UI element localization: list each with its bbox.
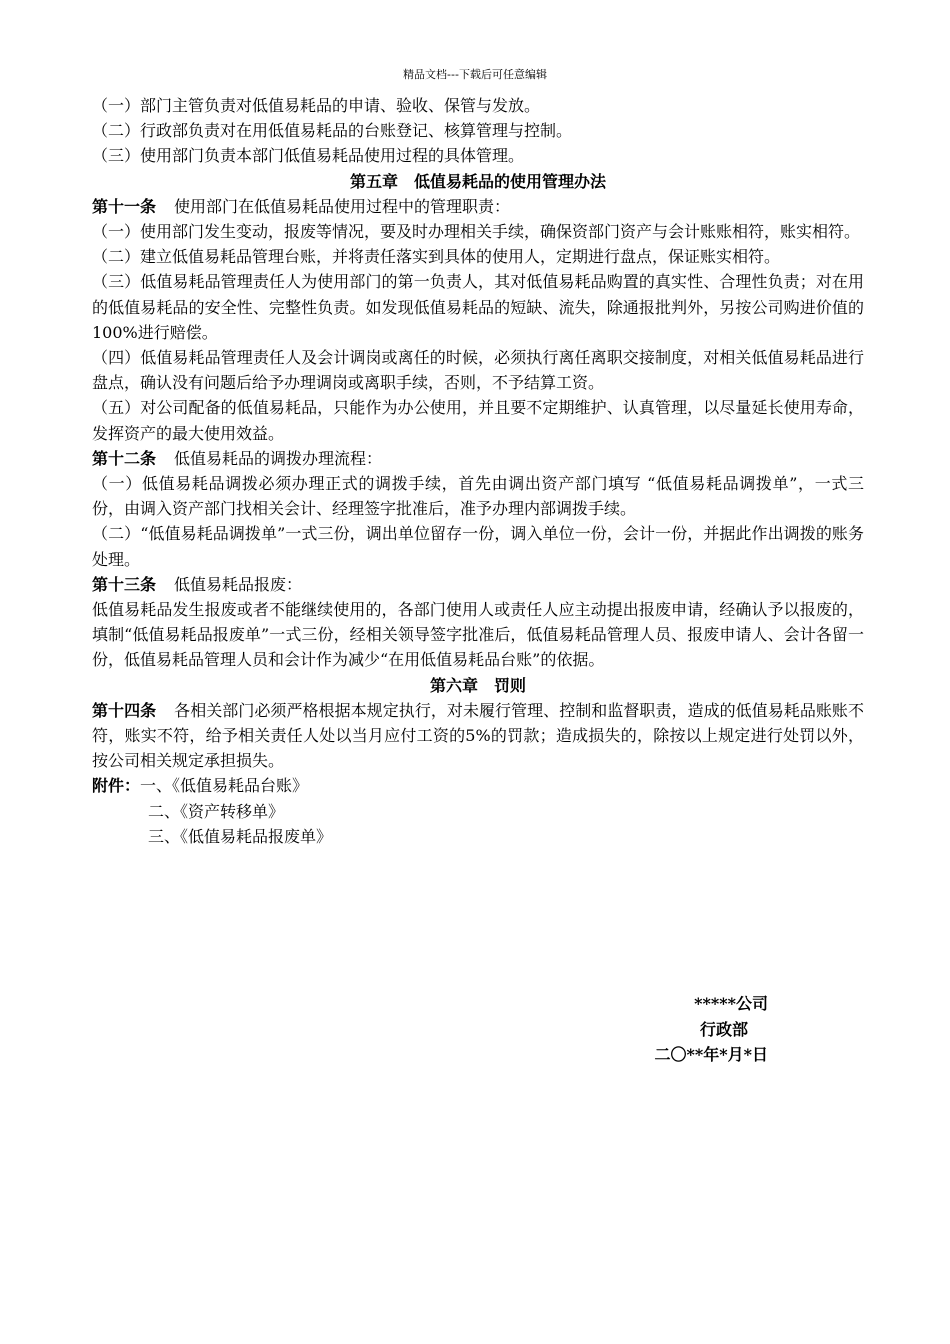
attachment-line-1 [92, 773, 864, 798]
article-11-item-1: （一）使用部门发生变动，报废等情况，要及时办理相关手续，确保资部门资产与会计账账相符，账实相符。 [92, 222, 861, 242]
article-14-text: 各相关部门必须严格根据本规定执行，对未履行管理、控制和监督职责，造成的低值易耗品账账不符，账实不符，给予相关责任人处以当月应付工资的5%的罚款；造成损失的，除按以上规定进行处罚以外，按公司相关规定承担损失。 [92, 700, 864, 771]
article-11-label: 第十一条 [92, 196, 157, 216]
article-11-text: 使用部门在低值易耗品使用过程中的管理职责： [174, 196, 511, 216]
duty-item-2: （二）行政部负责对在用低值易耗品的台账登记、核算管理与控制。 [92, 121, 573, 141]
attachment-item-1: 一、《低值易耗品台账》 [140, 776, 309, 796]
page-header: 精品文档---下载后可任意编辑 [403, 68, 547, 81]
article-13-heading [92, 572, 864, 597]
article-13-label: 第十三条 [92, 574, 157, 594]
attachment-item-3: 三、《低值易耗品报废单》 [148, 826, 333, 846]
article-11-heading [92, 194, 864, 219]
duty-item-1: （一）部门主管负责对低值易耗品的申请、验收、保管与发放。 [92, 96, 541, 115]
article-12-item-2: （二）“低值易耗品调拨单”一式三份，调出单位留存一份，调入单位一份，会计一份，并据此作出调拨的账务处理。 [92, 524, 864, 569]
signature-block [655, 991, 768, 1068]
article-14 [92, 698, 864, 774]
signature-date: 二〇**年*月*日 [654, 1045, 768, 1064]
article-11-item-2: （二）建立低值易耗品管理台账，并将责任落实到具体的使用人，定期进行盘点，保证账实相符。 [92, 247, 781, 267]
article-11-item-5: （五）对公司配备的低值易耗品，只能作为办公使用，并且要不定期维护、认真管理，以尽量延长使用寿命，发挥资产的最大使用效益。 [92, 398, 864, 443]
article-12-text: 低值易耗品的调拨办理流程： [174, 448, 383, 468]
article-11-item-4: （四）低值易耗品管理责任人及会计调岗或离任的时候，必须执行离任离职交接制度，对相关低值易耗品进行盘点，确认没有问题后给予办理调岗或离职手续，否则，不予结算工资。 [92, 348, 864, 393]
signature-company: *****公司 [694, 994, 768, 1013]
chapter-6-title: 第六章 罚则 [429, 675, 526, 695]
attachments-label: 附件： [92, 776, 141, 796]
article-14-label: 第十四条 [92, 700, 157, 720]
article-12-item-1: （一）低值易耗品调拨必须办理正式的调拨手续，首先由调出资产部门填写 “低值易耗品调拨单”，一式三份，由调入资产部门找相关会计、经理签字批准后，准予办理内部调拨手续。 [92, 474, 864, 519]
article-13-body: 低值易耗品发生报废或者不能继续使用的，各部门使用人或责任人应主动提出报废申请，经确认予以报废的，填制“低值易耗品报废单”一式三份，经相关领导签字批准后，低值易耗品管理人员、报废申请人、会计各留一份，低值易耗品管理人员和会计作为减少“在用低值易耗品台账”的依据。 [92, 600, 864, 670]
article-12-heading [92, 446, 864, 471]
article-12-label: 第十二条 [92, 448, 157, 468]
document-body [92, 93, 864, 849]
signature-department: 行政部 [699, 1019, 748, 1039]
duty-item-3: （三）使用部门负责本部门低值易耗品使用过程的具体管理。 [92, 146, 525, 166]
chapter-5-title: 第五章 低值易耗品的使用管理办法 [349, 171, 606, 191]
article-11-item-3: （三）低值易耗品管理责任人为使用部门的第一负责人，其对低值易耗品购置的真实性、合理性负责；对在用的低值易耗品的安全性、完整性负责。如发现低值易耗品的短缺、流失，除通报批判外，另按公司购进价值的100%进行赔偿。 [92, 272, 864, 342]
attachment-item-2: 二、《资产转移单》 [148, 801, 285, 821]
article-13-text: 低值易耗品报废： [174, 574, 303, 594]
